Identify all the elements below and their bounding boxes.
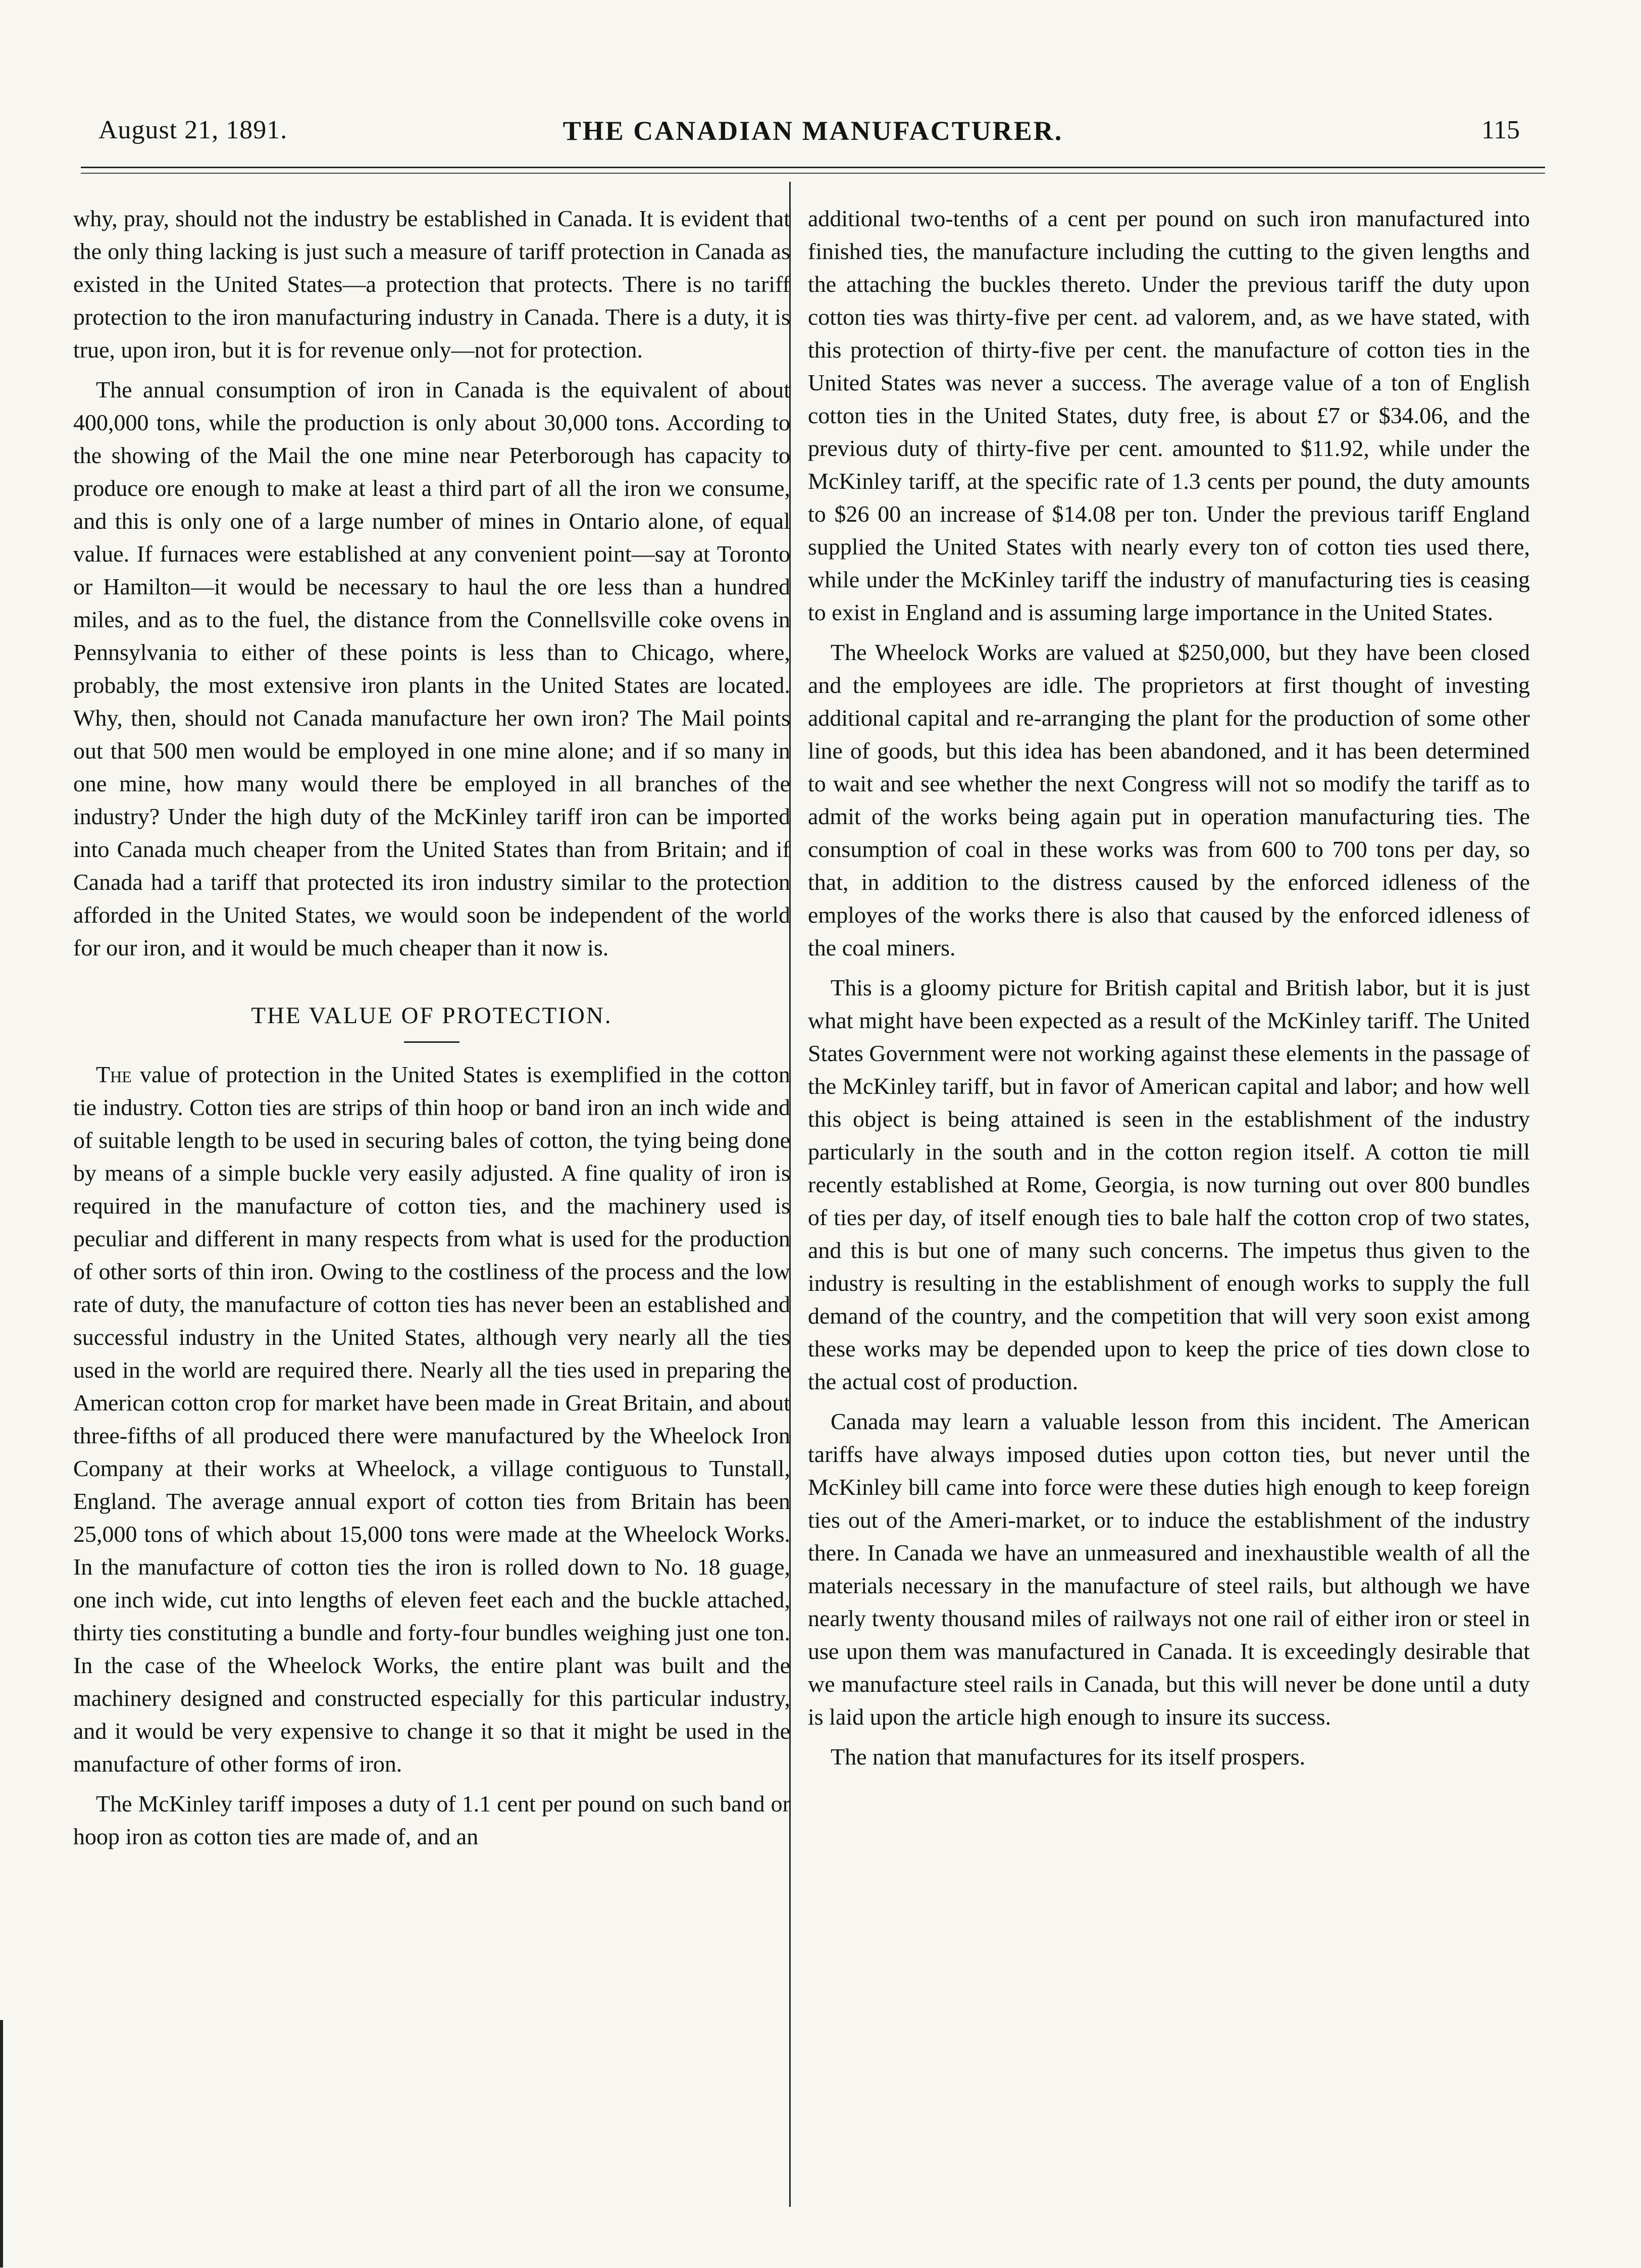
header-rule <box>81 167 1545 168</box>
right-paragraph-1: additional two-tenths of a cent per pound on such iron manufactured into finished ties, the manufacture including the cutting to the given lengths and the attaching the buckles thereto. Under the previous tariff the duty upon cotton ties was thirty-five per cent. ad valorem, and, as we have stated, with this protection of thirty-five per cent. the manufacture of cotton ties in the United States was never a success. The average value of a ton of English cotton ties in the United States, duty free, is about £7 or $34.06, and the previous duty of thirty-five per cent. amounted to $11.92, while under the McKinley tariff, at the specific rate of 1.3 cents per pound, the duty amounts to $26 00 an increase of $14.08 per ton. Under the previous tariff England supplied the United States with nearly every ton of cotton ties used there, while under the McKinley tariff the industry of manufacturing ties is ceasing to exist in England and is assuming large importance in the United States. <box>808 206 1530 625</box>
left-paragraph-4: The McKinley tariff imposes a duty of 1.1 cent per pound on such band or hoop iron as cotton ties are made of, and an <box>73 1791 790 1849</box>
page-number: 115 <box>1481 116 1520 144</box>
left-paragraph-3 <box>73 1058 790 1780</box>
page-header <box>86 115 1540 161</box>
right-paragraph-3: This is a gloomy picture for British capital and British labor, but it is just what might have been expected as a result of the McKinley tariff. The United States Government were not working against these elements in the passage of the McKinley tariff, but in favor of American capital and labor; and how well this object is being attained is seen in the establishment of the industry particularly in the south and in the cotton region itself. A cotton tie mill recently established at Rome, Georgia, is now turning out over 800 bundles of ties per day, of itself enough ties to bale half the cotton crop of two states, and this is but one of many such concerns. The impetus thus given to the industry is resulting in the establishment of enough works to supply the full demand of the country, and the competition that will very soon exist among these works may be depended upon to keep the price of ties down close to the actual cost of production. <box>808 975 1530 1394</box>
header-rule-thin <box>81 173 1545 174</box>
section-title: THE VALUE OF PROTECTION. <box>251 1002 612 1029</box>
scan-edge-mark <box>0 2020 3 2267</box>
publication-title: THE CANADIAN MANUFACTURER. <box>562 116 1063 146</box>
closing-line: The nation that manufactures for its itself prospers. <box>831 1744 1306 1770</box>
section-divider <box>404 1041 459 1043</box>
left-paragraph-2: The annual consumption of iron in Canada is the equivalent of about 400,000 tons, while the production is only about 30,000 tons. According to the showing of the Mail the one mine near Peterborough has capacity to produce ore enough to make at least a third part of all the iron we consume, and this is only one of a large number of mines in Ontario alone, of equal value. If furnaces were established at any convenient point—say at Toronto or Hamilton—it would be necessary to haul the ore less than a hundred miles, and as to the fuel, the distance from the Connellsville coke ovens in Pennsylvania to either of these points is less than to Chicago, where, probably, the most extensive iron plants in the United States are located. Why, then, should not Canada manufacture her own iron? The Mail points out that 500 men would be employed in one mine alone; and if so many in one mine, how many would there be employed in all branches of the industry? Under the high duty of the McKinley tariff iron can be imported into Canada much cheaper from the United States than from Britain; and if Canada had a tariff that protected its iron industry similar to the protection afforded in the United States, we would soon be independent of the world for our iron, and it would be much cheaper than it now is. <box>73 377 790 961</box>
left-paragraph-3-body: value of protection in the United States is exemplified in the cotton tie industry. Cotton ties are strips of thin hoop or band iron an inch wide and of suitable length to be used in securing bales of cotton, the tying being done by means of a simple buckle very easily adjusted. A fine quality of iron is required in the manufacture of cotton ties, and the machinery used is peculiar and different in many respects from what is used for the production of other sorts of thin iron. Owing to the costliness of the process and the low rate of duty, the manufacture of cotton ties has never been an established and successful industry in the United States, although very nearly all the ties used in the world are required there. Nearly all the ties used in preparing the American cotton crop for market have been made in Great Britain, and about three-fifths of all produced there were manufactured by the Wheelock Iron Company at their works at Wheelock, a village contiguous to Tunstall, England. The average annual export of cotton ties from Britain has been 25,000 tons of which about 15,000 tons were made at the Wheelock Works. In the manufacture of cotton ties the iron is rolled down to No. 18 guage, one inch wide, cut into lengths of eleven feet each and the buckle attached, thirty ties constituting a bundle and forty-four bundles weighing just one ton. In the case of the Wheelock Works, the entire plant was built and the machinery designed and constructed especially for this particular industry, and it would be very expensive to change it so that it might be used in the manufacture of other forms of iron. <box>73 1062 790 1777</box>
right-paragraph-4: Canada may learn a valuable lesson from this incident. The American tariffs have always imposed duties upon cotton ties, but never until the McKinley bill came into force were these duties high enough to keep foreign ties out of the Ameri-market, or to induce the establishment of the industry there. In Canada we have an unmeasured and inexhaustible wealth of all the materials necessary in the manufacture of steel rails, but although we have nearly twenty thousand miles of railways not one rail of either iron or steel in use upon them was manufactured in Canada. It is exceedingly desirable that we manufacture steel rails in Canada, but this will never be done until a duty is laid upon the article high enough to insure its success. <box>808 1408 1530 1730</box>
drop-lead-word: The <box>96 1062 132 1087</box>
right-column <box>808 202 1530 1780</box>
left-column <box>73 202 790 1860</box>
left-paragraph-1: why, pray, should not the industry be established in Canada. It is evident that the only thing lacking is just such a measure of tariff protection in Canada as existed in the United States—a protection that protects. There is no tariff protection to the iron manufacturing industry in Canada. There is a duty, it is true, upon iron, but it is for revenue only—not for protection. <box>73 206 790 363</box>
column-divider <box>789 182 791 2207</box>
right-paragraph-2: The Wheelock Works are valued at $250,000, but they have been closed and the employees are idle. The proprietors at first thought of investing additional capital and re-arranging the plant for the production of some other line of goods, but this idea has been abandoned, and it has been determined to wait and see whether the next Congress will not so modify the tariff as to admit of the works being again put in operation manufacturing ties. The consumption of coal in these works was from 600 to 700 tons per day, so that, in addition to the distress caused by the enforced idleness of the employes of the works there is also that caused by the enforced idleness of the coal miners. <box>808 639 1530 961</box>
issue-date: August 21, 1891. <box>98 116 288 144</box>
